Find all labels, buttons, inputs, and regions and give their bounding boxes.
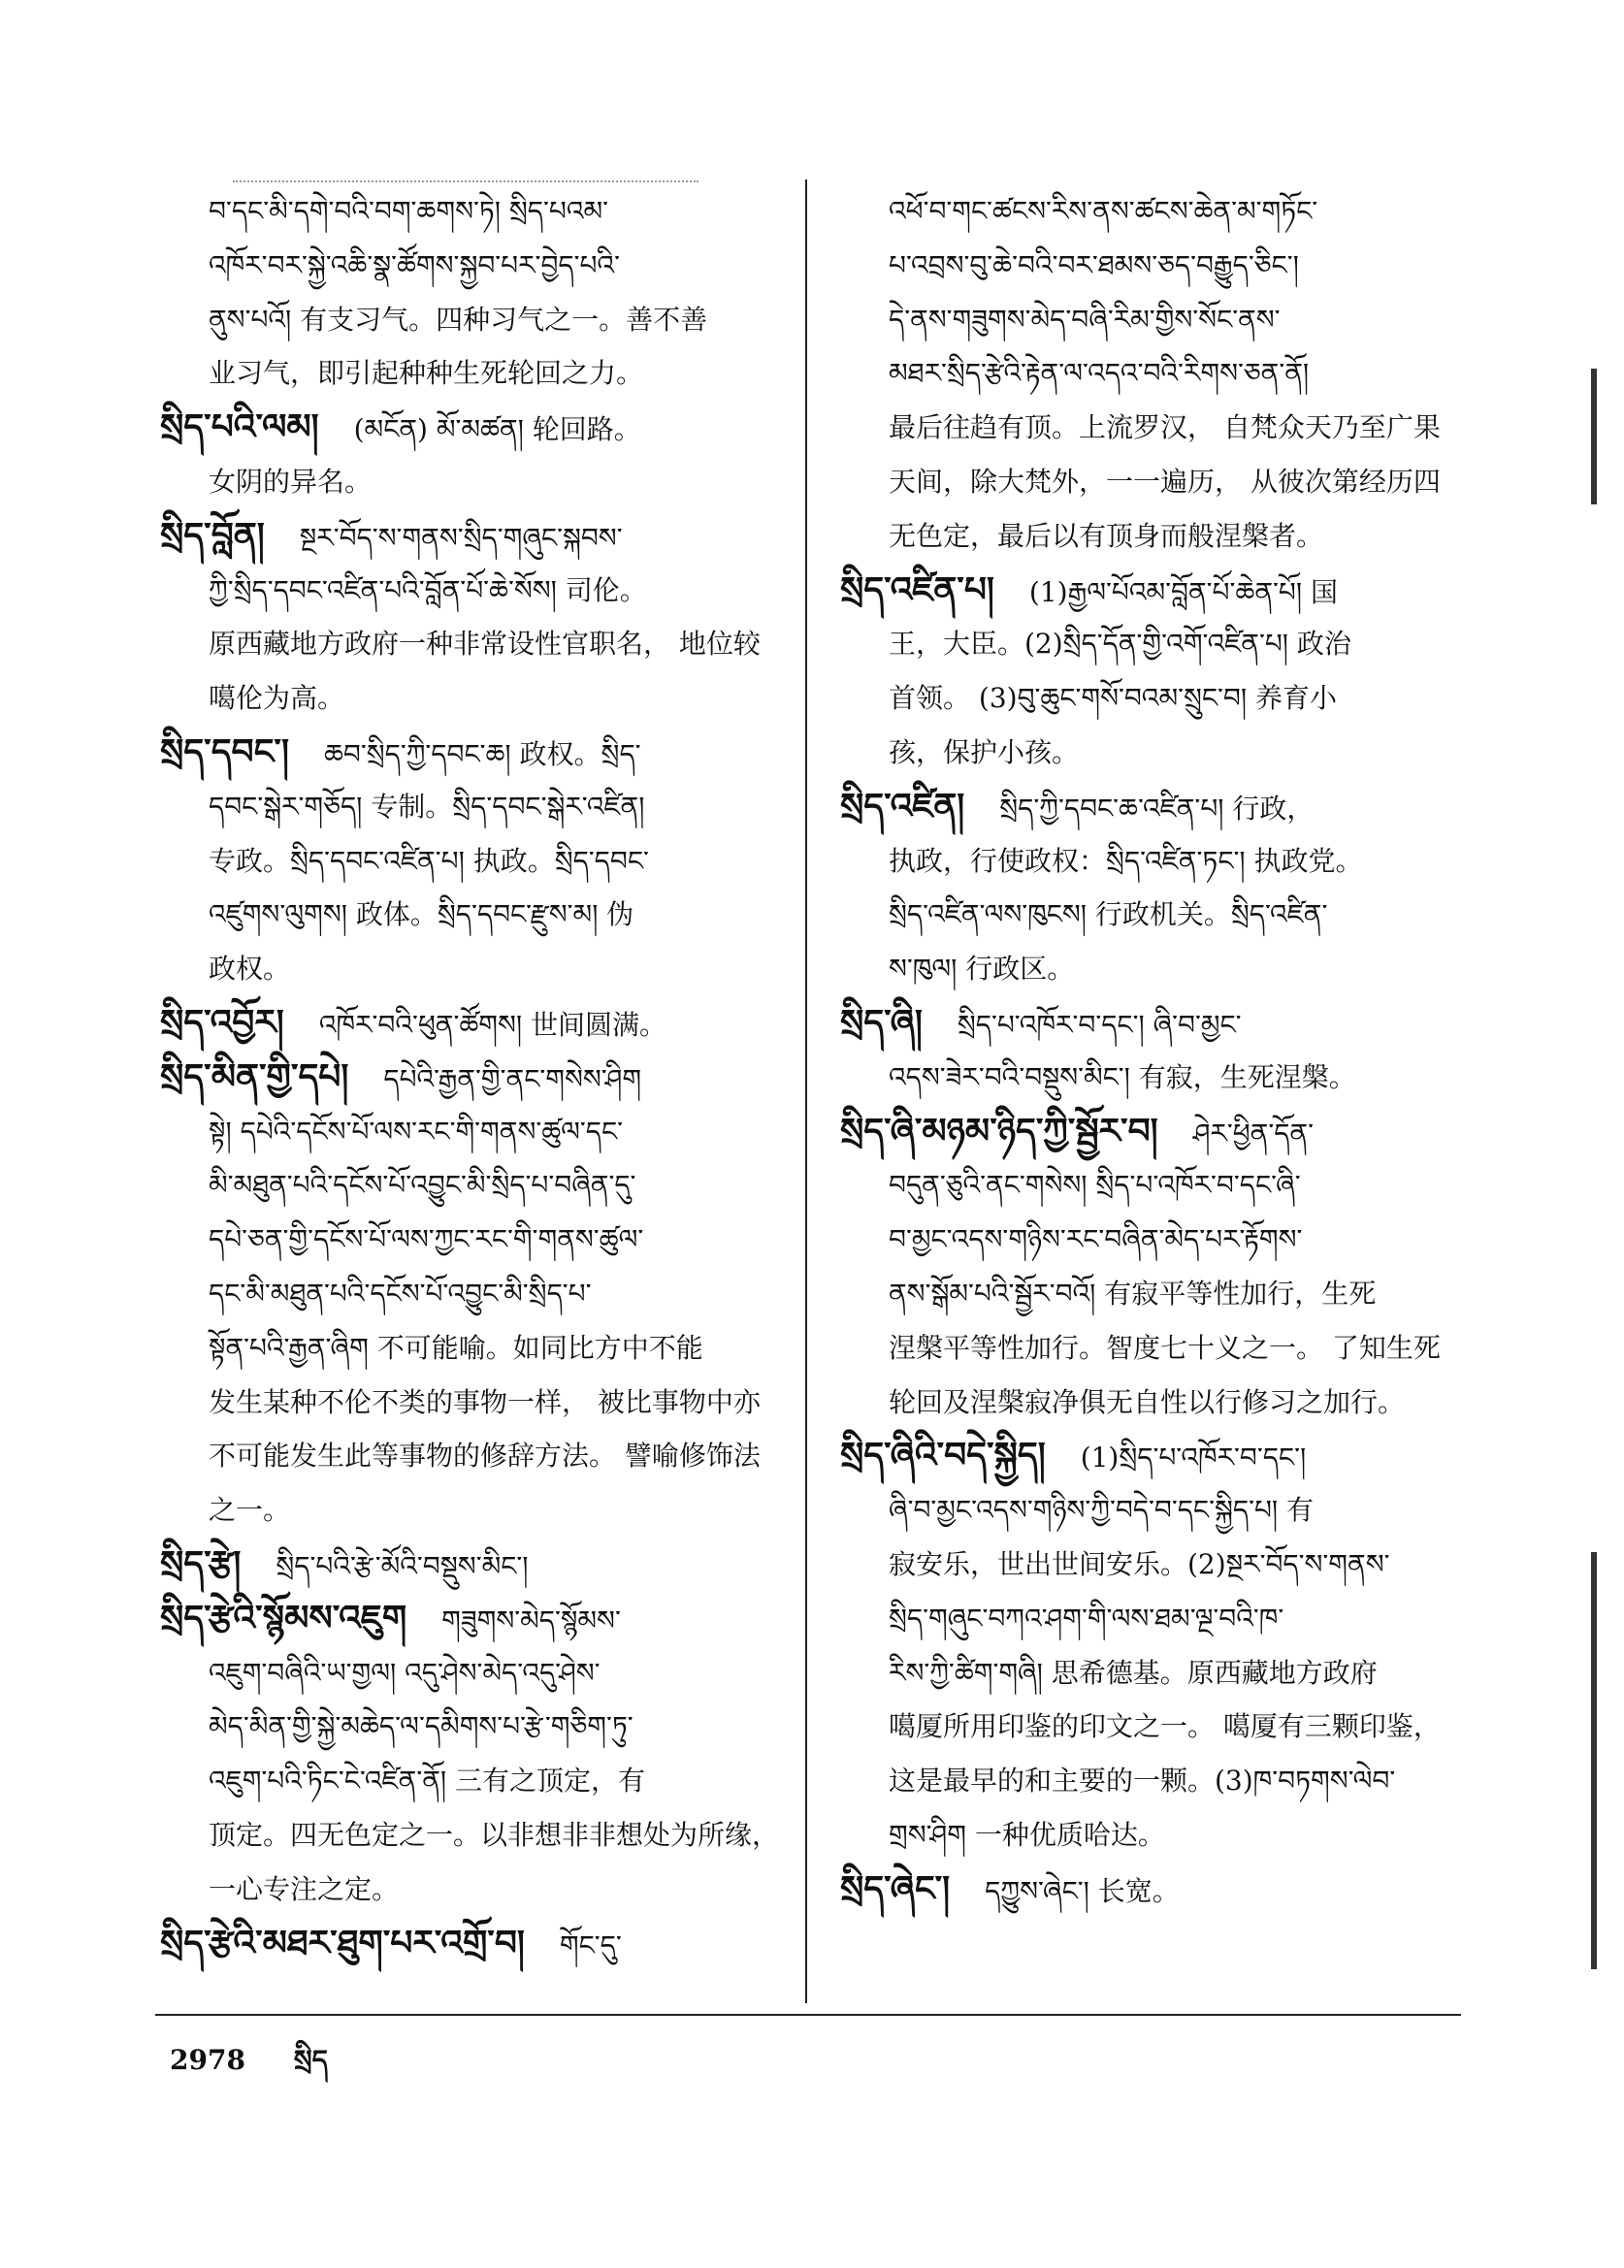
entry-text: མེད་མིན་གྱི་སྐྱེ་མཆེད་ལ་དམིགས་པ་རྩེ་གཅིག་ཏུ་ [209, 1710, 633, 1743]
entry-line [840, 401, 1461, 455]
entry-line [840, 1105, 1461, 1159]
entry-text: སྲིད་འཛིན་ལས་ཁུངས། 行政机关。སྲིད་འཛིན་ [889, 898, 1328, 931]
entry-line [840, 1321, 1461, 1376]
entry-line [160, 1267, 791, 1321]
entry-line [160, 726, 791, 780]
entry-text: 政权。 [209, 953, 291, 986]
entry-line [160, 401, 791, 455]
entry-line [160, 455, 791, 509]
entry-line [160, 1051, 791, 1105]
entry-text: 轮回及涅槃寂净俱无自性以行修习之加行。 [889, 1385, 1406, 1418]
entry-text: འདས་ཟེར་བའི་བསྡུས་མིང་། 有寂，生死涅槃。 [889, 1060, 1356, 1093]
entry-line [160, 1321, 791, 1376]
entry-text: དང་མི་མཐུན་པའི་དངོས་པོ་འབྱུང་མི་སྲིད་པ་ [209, 1277, 592, 1310]
entry-line [160, 509, 791, 564]
entry-text: 之一。 [209, 1494, 291, 1527]
entry-line [160, 1105, 791, 1159]
entry-text: དཀྱུས་ཞེང་། 长宽。 [985, 1874, 1180, 1907]
entry-text: སྟོན་པའི་རྒྱན་ཞིག 不可能喻。如同比方中不能 [209, 1331, 703, 1364]
entry-line [160, 1538, 791, 1592]
entry-text: 顶定。四无色定之一。以非想非非想处为所缘， [209, 1818, 780, 1851]
entry-line [840, 888, 1461, 942]
entry-text: སྲིད་པའི་རྩེ་མོའི་བསྡུས་མིང་། [276, 1549, 529, 1582]
entry-text: དེ་ནས་གཟུགས་མེད་བཞི་རིམ་གྱིས་སོང་ནས་ [889, 303, 1281, 336]
entry-line [160, 942, 791, 996]
entry-line [840, 1267, 1461, 1321]
entry-headword: སྲིད་རྩེའི་སྙོམས་འཇུག [160, 1597, 407, 1638]
entry-headword: སྲིད་མིན་གྱི་དཔེ། [160, 1055, 349, 1097]
entry-line [160, 671, 791, 726]
entry-line [160, 1592, 791, 1646]
entry-line [160, 1429, 791, 1483]
entry-text: ཞི་བ་མྱང་འདས་གཉིས་ཀྱི་བདེ་བ་དང་སྐྱིད་པ། 有 [889, 1494, 1315, 1527]
entry-line [840, 671, 1461, 726]
entry-text: ཤེར་ཕྱིན་དོན་ [1192, 1117, 1314, 1150]
entry-headword: སྲིད་ཞི། [840, 1001, 923, 1043]
entry-text: 孩，保护小孩。 [889, 735, 1080, 768]
entry-line [160, 834, 791, 889]
entry-text: མི་མཐུན་པའི་དངོས་པོ་འབྱུང་མི་སྲིད་པ་བཞིན་དུ་ [209, 1169, 636, 1202]
entry-line [840, 239, 1461, 293]
entry-text: 业习气，即引起种种生死轮回之力。 [209, 357, 644, 390]
entry-text: 一心专注之定。 [209, 1872, 400, 1905]
entry-line [840, 455, 1461, 509]
entry-line [840, 1863, 1461, 1917]
scan-artifact [1591, 369, 1597, 504]
entry-line [840, 293, 1461, 347]
entry-text: 执政，行使政权：སྲིད་འཛིན་ཏང་། 执政党。 [889, 844, 1363, 877]
entry-text: འཁོར་བའི་ཕུན་ཚོགས། 世间圆满。 [318, 1008, 667, 1041]
entry-text: འཇུག་པའི་ཏིང་ངེ་འཛིན་ནོ། 三有之顶定，有 [209, 1765, 645, 1798]
entry-line [160, 1483, 791, 1538]
entry-text: འཁོར་བར་སྐྱེ་འཆི་སྣ་ཚོགས་སྐྱབ་པར་བྱེད་པའི་ [209, 248, 620, 281]
entry-line [840, 1376, 1461, 1430]
entry-text: འཛུགས་ལུགས། 政体。སྲིད་དབང་རྫུས་མ། 伪 [209, 898, 634, 931]
entry-line [840, 1051, 1461, 1105]
entry-line [160, 1808, 791, 1863]
entry-text: 王，大臣。(2)སྲིད་དོན་གྱི་འགོ་འཛིན་པ། 政治 [889, 628, 1351, 661]
entry-line [160, 996, 791, 1051]
entry-text: ཀྱི་སྲིད་དབང་འཛིན་པའི་བློན་པོ་ཆེ་སོས། 司伦。 [209, 573, 647, 606]
entry-text: ཆབ་སྲིད་ཀྱི་དབང་ཆ། 政权。སྲིད་ [323, 737, 641, 770]
entry-line [840, 346, 1461, 401]
entry-line [840, 1646, 1461, 1701]
entry-headword: སྲིད་བློན། [160, 514, 265, 556]
entry-text: 噶伦为高。 [209, 682, 345, 715]
entry-text: 最后往趋有顶。上流罗汉， 自梵众天乃至广果 [889, 411, 1441, 444]
entry-line [840, 1213, 1461, 1267]
entry-line [160, 346, 791, 401]
entry-headword: སྲིད་པའི་ལམ། [160, 406, 319, 448]
entry-line [840, 1808, 1461, 1863]
entry-line [160, 780, 791, 834]
entry-line [840, 996, 1461, 1051]
entry-text: གྲས་ཤིག 一种优质哈达。 [889, 1818, 1165, 1851]
entry-text: (1)རྒྱལ་པོའམ་བློན་པོ་ཆེན་པོ། 国 [1028, 575, 1338, 608]
entry-text: ནུས་པའོ། 有支习气。四种习气之一。善不善 [209, 303, 708, 336]
entry-line [160, 564, 791, 618]
entry-text: དཔེའི་རྒྱན་གྱི་ནང་གསེས་ཤིག [383, 1062, 642, 1095]
entry-text: 原西藏地方政府一种非常设性官职名， 地位较 [209, 628, 761, 661]
entry-text: དབང་སྒེར་གཅོད། 专制。སྲིད་དབང་སྒེར་འཛིན། [209, 790, 645, 823]
entry-text: 涅槃平等性加行。智度七十义之一。 了知生死 [889, 1331, 1441, 1364]
entry-headword: སྲིད་འབྱོར། [160, 1001, 284, 1043]
entry-line [160, 293, 791, 347]
entry-headword: སྲིད་ཞིའི་བདེ་སྐྱིད། [840, 1435, 1046, 1476]
entry-text: ས་ཁུལ། 行政区。 [889, 953, 1075, 986]
entry-text: སྲིད་གཞུང་བཀའ་ཤག་གི་ལས་ཐམ་ལྔ་བའི་ཁ་ [889, 1602, 1284, 1635]
entry-line [160, 888, 791, 942]
right-column [840, 184, 1461, 1917]
entry-text: སྲིད་ཀྱི་དབང་ཆ་འཛིན་པ། 行政， [999, 792, 1315, 825]
entry-text: 无色定，最后以有顶身而般涅槃者。 [889, 519, 1324, 552]
page-footer [170, 2029, 367, 2106]
entry-text: 这是最早的和主要的一颗。(3)ཁ་བཏགས་ལེབ་ [889, 1765, 1396, 1798]
entry-text: 天间，除大梵外，一一遍历， 从彼次第经历四 [889, 465, 1441, 498]
entry-text: སྔར་བོད་ས་གནས་སྲིད་གཞུང་སྐབས་ [299, 521, 623, 554]
entry-line [840, 617, 1461, 671]
entry-headword: སྲིད་རྩེའི་མཐར་ཐུག་པར་འགྲོ་བ། [160, 1922, 525, 1963]
entry-line [840, 564, 1461, 618]
entry-line [840, 1754, 1461, 1808]
entry-text: 发生某种不伦不类的事物一样， 被比事物中亦 [209, 1385, 761, 1418]
top-dotted-rule [233, 180, 698, 182]
entry-text: (1)སྲིད་པ་འཁོར་བ་དང་། [1080, 1442, 1307, 1474]
entry-line [160, 184, 791, 239]
entry-line [160, 1376, 791, 1430]
entry-line [160, 239, 791, 293]
entry-line [840, 1483, 1461, 1538]
entry-line [840, 942, 1461, 996]
entry-text: མཐར་སྲིད་རྩེའི་རྟེན་ལ་འདའ་བའི་རིགས་ཅན་ནོ། [889, 357, 1310, 390]
left-column [160, 184, 791, 1970]
entry-line [840, 509, 1461, 564]
entry-text: སྲིད་པ་འཁོར་བ་དང་། ཞི་བ་མྱང་ [957, 1008, 1242, 1041]
entry-line [840, 184, 1461, 239]
entry-line [160, 617, 791, 671]
scan-artifact [1591, 1552, 1597, 1969]
entry-text: 首领。 (3)བུ་ཆུང་གསོ་བའམ་སྲུང་བ། 养育小 [889, 682, 1337, 715]
entry-text: པ་འབྲས་བུ་ཆེ་བའི་བར་ཐམས་ཅད་བརྒྱུད་ཅིང་། [889, 248, 1299, 281]
column-divider [805, 179, 807, 2003]
entry-text: (མངོན) མོ་མཚན། 轮回路。 [353, 413, 641, 446]
entry-line [160, 1158, 791, 1213]
entry-headword: སྲིད་འཛིན་པ། [840, 568, 994, 610]
entry-line [840, 726, 1461, 780]
entry-text: འཇུག་བཞིའི་ཡ་གྱལ། འདུ་ཤེས་མེད་འདུ་ཤེས་ [209, 1656, 601, 1689]
entry-text: རིས་ཀྱི་ཚིག་གཞི། 思希德基。原西藏地方政府 [889, 1656, 1378, 1689]
entry-text: བ་མྱང་འདས་གཉིས་རང་བཞིན་མེད་པར་རྟོགས་ [889, 1223, 1303, 1256]
footer-rule [155, 2014, 1461, 2016]
entry-line [160, 1213, 791, 1267]
entry-line [840, 780, 1461, 834]
entry-text: གོང་དུ་ [559, 1928, 622, 1961]
entry-headword: སྲིད་ཞེང་། [840, 1867, 951, 1909]
entry-text: 噶厦所用印鉴的印文之一。 噶厦有三颗印鉴， [889, 1710, 1441, 1743]
entry-headword: སྲིད་རྩེ། [160, 1542, 242, 1584]
entry-line [160, 1917, 791, 1971]
entry-text: 专政。སྲིད་དབང་འཛིན་པ། 执政。སྲིད་དབང་ [209, 844, 649, 877]
entry-text: བདུན་ཅུའི་ནང་གསེས། སྲིད་པ་འཁོར་བ་དང་ཞི་ [889, 1169, 1301, 1202]
entry-line [160, 1863, 791, 1917]
entry-text: 寂安乐，世出世间安乐。(2)སྔར་བོད་ས་གནས་ [889, 1547, 1390, 1580]
entry-line [840, 1158, 1461, 1213]
entry-line [160, 1754, 791, 1808]
entry-line [840, 1429, 1461, 1483]
entry-line [840, 1700, 1461, 1754]
running-head: སྲིད [293, 2044, 328, 2076]
entry-line [160, 1646, 791, 1701]
page-number: 2978 [170, 2044, 245, 2076]
entry-line [840, 1592, 1461, 1646]
entry-headword: སྲིད་འཛིན། [840, 785, 965, 826]
entry-line [840, 1538, 1461, 1592]
entry-text: 不可能发生此等事物的修辞方法。 譬喻修饰法 [209, 1440, 761, 1473]
entry-text: འཕོ་བ་གང་ཚངས་རིས་ནས་ཚངས་ཆེན་མ་གཏོང་ [889, 195, 1318, 227]
entry-text: དཔེ་ཅན་གྱི་དངོས་པོ་ལས་ཀྱང་རང་གི་གནས་ཚུལ་ [209, 1223, 644, 1256]
entry-headword: སྲིད་དབང་། [160, 730, 289, 772]
entry-headword: སྲིད་ཞི་མཉམ་ཉིད་ཀྱི་སྦྱོར་བ། [840, 1110, 1158, 1151]
entry-line [840, 834, 1461, 889]
entry-text: གཟུགས་མེད་སྙོམས་ [441, 1604, 621, 1636]
entry-text: བ་དང་མི་དགེ་བའི་བག་ཆགས་ཏེ། སྲིད་པའམ་ [209, 195, 608, 227]
entry-text: སྟེ། དཔེའི་དངོས་པོ་ལས་རང་གི་གནས་ཚུལ་དང་ [209, 1115, 624, 1148]
entry-line [160, 1700, 791, 1754]
entry-text: 女阴的异名。 [209, 465, 373, 498]
entry-text: ནས་སྒོམ་པའི་སྦྱོར་བའོ། 有寂平等性加行，生死 [889, 1277, 1377, 1310]
